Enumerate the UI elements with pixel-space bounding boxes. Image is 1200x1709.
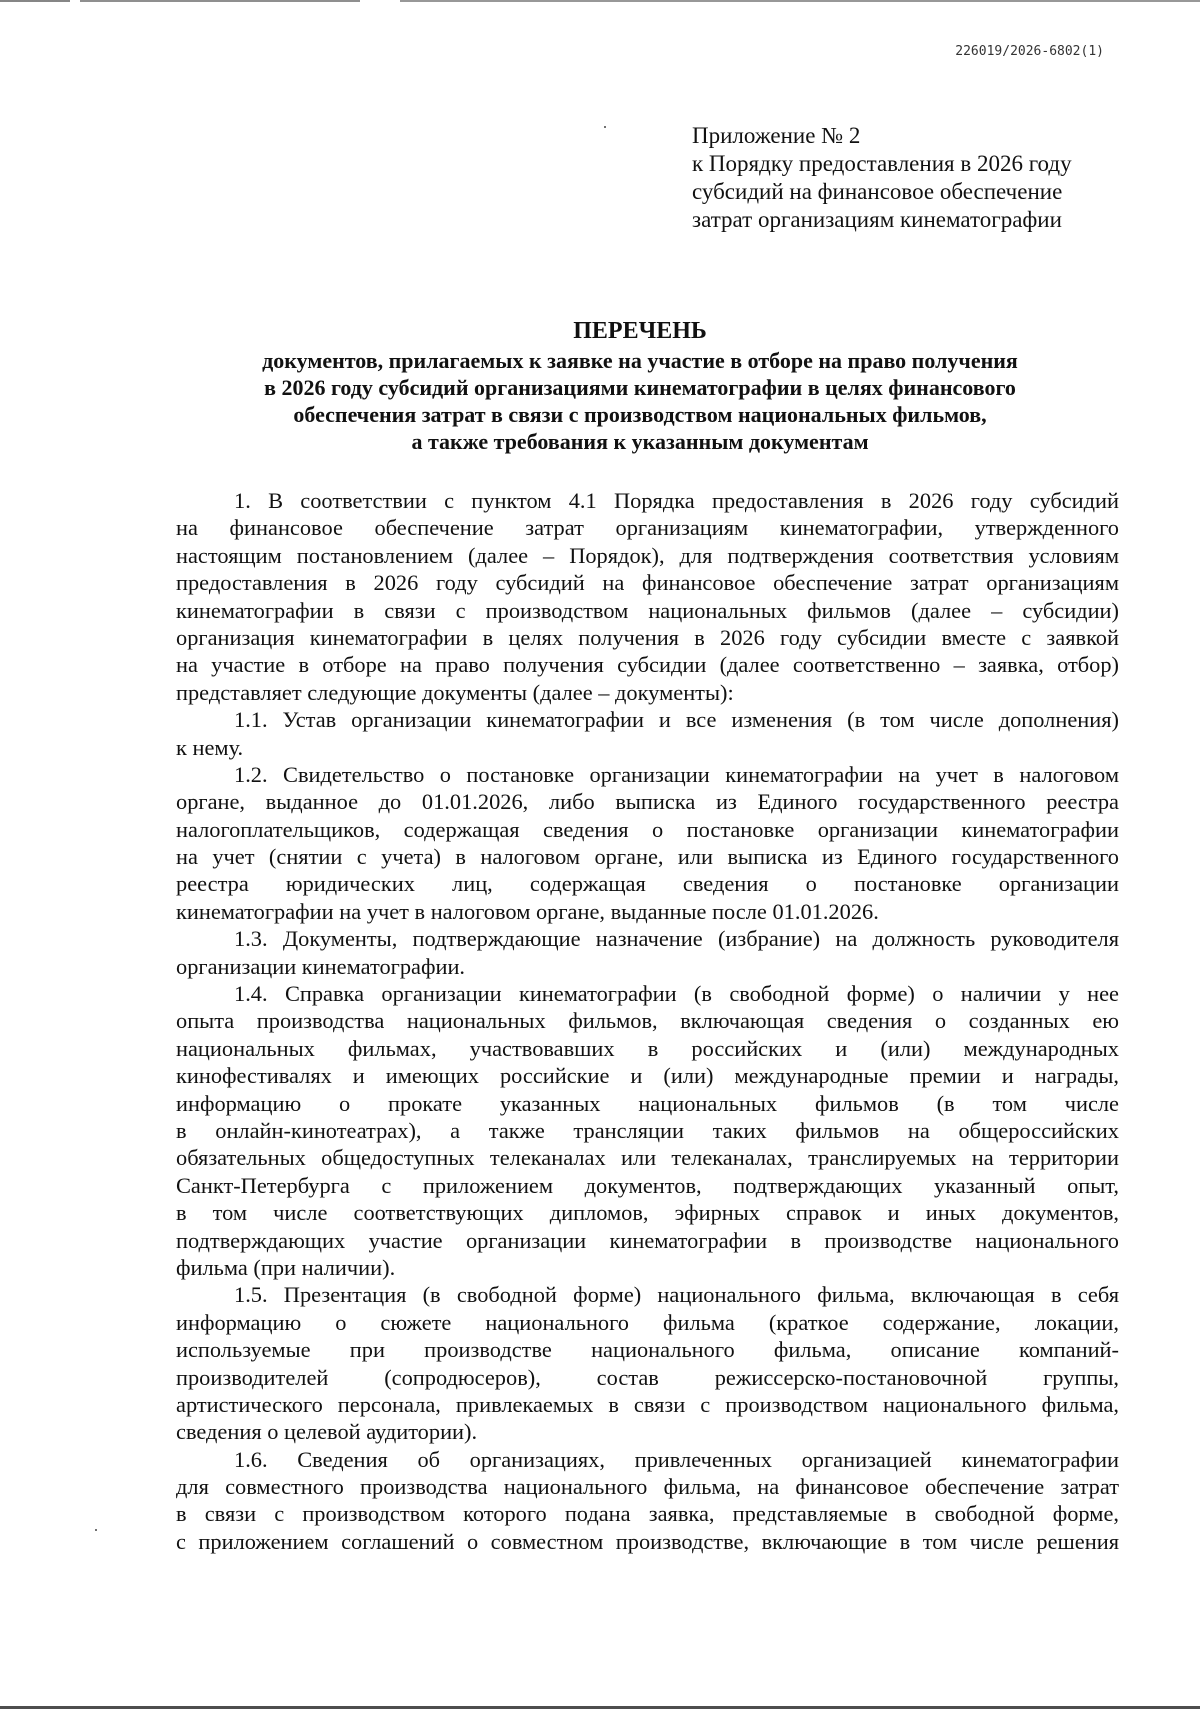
subtitle-line: а также требования к указанным документам: [411, 429, 869, 454]
paragraph-line: налогоплательщиков, содержащая сведения о постановке организации кинематографии: [176, 816, 1119, 842]
paragraph-line: организации кинематографии.: [176, 953, 466, 979]
paragraph-line: 1.5. Презентация (в свободной форме) национального фильма, включающая в себя: [234, 1282, 1119, 1308]
appendix-line: к Порядку предоставления в 2026 году: [692, 151, 1072, 176]
scan-speck: [604, 126, 606, 128]
paragraph-line: обязательных общедоступных телеканалах или телеканалах, транслируемых на территории: [176, 1145, 1119, 1171]
paragraph-line: в том числе соответствующих дипломов, эфирных справок и иных документов,: [176, 1200, 1119, 1226]
paragraph-line: для совместного производства национального фильма, на финансовое обеспечение затрат: [176, 1474, 1119, 1500]
paragraph-line: в связи с производством которого подана заявка, представляемые в свободной форме,: [176, 1501, 1119, 1527]
subtitle-line: документов, прилагаемых к заявке на участие в отборе на право получения: [262, 348, 1018, 373]
document-body: [176, 487, 1119, 1555]
paragraph: [176, 1281, 1119, 1445]
scan-speck: [95, 1529, 97, 1531]
paragraph-line: предоставления в 2026 году субсидий на финансовое обеспечение затрат организациям: [176, 570, 1119, 596]
paragraph-line: в онлайн-кинотеатрах), а также трансляции таких фильмов на общероссийских: [176, 1117, 1119, 1143]
paragraph-line: кинематографии на учет в налоговом органе, выданные после 01.01.2026.: [176, 898, 879, 924]
paragraph: [176, 487, 1119, 706]
paragraph-line: органе, выданное до 01.01.2026, либо выписка из Единого государственного реестра: [176, 789, 1119, 815]
paragraph-line: информацию о сюжете национального фильма (краткое содержание, локации,: [176, 1309, 1119, 1335]
paragraph: [176, 1446, 1119, 1556]
paragraph: [176, 925, 1119, 980]
paragraph-line: артистического персонала, привлекаемых в связи с производством национального фильма,: [176, 1391, 1119, 1417]
paragraph-line: 1.1. Устав организации кинематографии и все изменения (в том числе дополнения): [234, 707, 1119, 733]
paragraph-line: производителей (сопродюсеров), состав режиссерско-постановочной группы,: [176, 1364, 1119, 1390]
paragraph-line: 1.2. Свидетельство о постановке организации кинематографии на учет в налоговом: [234, 761, 1119, 787]
paragraph-line: подтверждающих участие организации кинематографии в производстве национального: [176, 1227, 1119, 1253]
paragraph-line: реестра юридических лиц, содержащая сведения о постановке организации: [176, 871, 1119, 897]
paragraph-line: на учет (снятии с учета) в налоговом органе, или выписка из Единого государственного: [176, 844, 1119, 870]
document-title: [170, 316, 1110, 455]
paragraph-line: используемые при производстве национального фильма, описание компаний-: [176, 1337, 1119, 1363]
paragraph-line: организация кинематографии в целях получения в 2026 году субсидии вместе с заявкой: [176, 624, 1119, 650]
paragraph-line: кинематографии в связи с производством национальных фильмов (далее – субсидии): [176, 597, 1119, 623]
paragraph-line: 1.6. Сведения об организациях, привлеченных организацией кинематографии: [234, 1446, 1119, 1472]
paragraph: [176, 980, 1119, 1281]
title-heading: ПЕРЕЧЕНЬ: [573, 318, 707, 344]
paragraph-line: на участие в отборе на право получения субсидии (далее соответственно – заявка, отбор): [176, 652, 1119, 678]
title-subtitle: [170, 347, 1110, 455]
appendix-line: субсидий на финансовое обеспечение: [692, 179, 1063, 204]
paragraph-line: 1.3. Документы, подтверждающие назначение (избрание) на должность руководителя: [234, 926, 1119, 952]
paragraph-line: информацию о прокате указанных национальных фильмов (в том числе: [176, 1090, 1119, 1116]
appendix-header: [692, 122, 1072, 234]
paragraph-line: фильма (при наличии).: [176, 1254, 396, 1280]
paragraph: [176, 761, 1119, 925]
document-number: 226019/2026-6802(1): [955, 44, 1104, 59]
paragraph-line: 1.4. Справка организации кинематографии (в свободной форме) о наличии у нее: [234, 981, 1119, 1007]
paragraph-line: сведения о целевой аудитории).: [176, 1419, 478, 1445]
paragraph-line: с приложением соглашений о совместном производстве, включающие в том числе решения: [176, 1528, 1119, 1554]
paragraph: [176, 706, 1119, 761]
paragraph-line: 1. В соответствии с пунктом 4.1 Порядка предоставления в 2026 году субсидий: [234, 488, 1119, 513]
paragraph-line: на финансовое обеспечение затрат организациям кинематографии, утвержденного: [176, 515, 1119, 541]
paragraph-line: представляет следующие документы (далее – документы):: [176, 679, 734, 705]
paragraph-line: настоящим постановлением (далее – Порядок), для подтверждения соответствия условиям: [176, 542, 1119, 568]
scan-edge-top: [0, 0, 1200, 2]
appendix-line: Приложение № 2: [692, 123, 861, 148]
appendix-line: затрат организациям кинематографии: [692, 207, 1062, 232]
paragraph-line: кинофестивалях и имеющих российские и (или) международные премии и награды,: [176, 1063, 1119, 1089]
subtitle-line: в 2026 году субсидий организациями кинематографии в целях финансового: [264, 375, 1016, 400]
paragraph-line: национальных фильмах, участвовавших в российских и (или) международных: [176, 1035, 1119, 1061]
paragraph-line: опыта производства национальных фильмов, включающая сведения о созданных ею: [176, 1008, 1119, 1034]
paragraph-line: Санкт-Петербурга с приложением документов, подтверждающих указанный опыт,: [176, 1172, 1119, 1198]
paragraph-line: к нему.: [176, 734, 244, 760]
subtitle-line: обеспечения затрат в связи с производством национальных фильмов,: [293, 402, 987, 427]
